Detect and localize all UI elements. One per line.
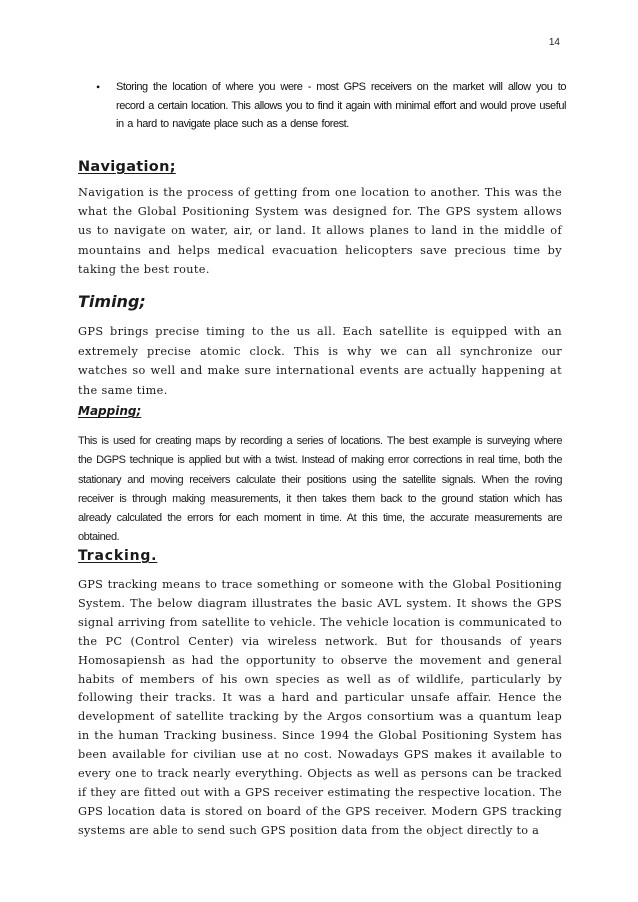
heading-navigation: Navigation; xyxy=(78,159,176,175)
bullet-list-item xyxy=(96,78,566,134)
page-number: 14 xyxy=(548,37,560,48)
bullet-icon: • xyxy=(96,80,101,94)
heading-timing: Timing; xyxy=(78,292,146,311)
paragraph-mapping: This is used for creating maps by recording a series of locations. The best example is surveying where the DGPS technique is applied but with a twist. Instead of making error corrections in real time, both the stationary and moving receivers calculate their positions using the satellite signals. When the roving receiver is through making measurements, it then takes them back to the ground station which has already calculated the errors for each moment in time. At this time, the accurate measurements are obtained. xyxy=(78,435,562,544)
bullet-text: Storing the location of where you were - most GPS receivers on the market will allow you to record a certain location. This allows you to find it again with minimal effort and would prove useful in a hard to navigate place such as a dense forest. xyxy=(116,81,566,130)
heading-mapping: Mapping; xyxy=(78,404,142,418)
paragraph-tracking: GPS tracking means to trace something or someone with the Global Positioning System. The below diagram illustrates the basic AVL system. It shows the GPS signal arriving from satellite to vehicle. The vehicle location is communicated to the PC (Control Center) via wireless network. But for thousands of years Homosapiensh as had the opportunity to observe the movement and general habits of members of his own species as well as of wildlife, particularly by following their tracks. It was a hard and particular unsafe affair. Hence the development of satellite tracking by the Argos consortium was a quantum leap in the human Tracking business. Since 1994 the Global Positioning System has been available for civilian use at no cost. Nowadays GPS makes it available to every one to track nearly everything. Objects as well as persons can be tracked if they are fitted out with a GPS receiver estimating the respective location. The GPS location data is stored on board of the GPS receiver. Modern GPS tracking systems are able to send such GPS position data from the object directly to a xyxy=(78,578,562,837)
heading-tracking: Tracking. xyxy=(78,548,158,564)
paragraph-timing: GPS brings precise timing to the us all. Each satellite is equipped with an extremely precise atomic clock. This is why we can all synchronize our watches so well and make sure international events are actually happening at the same time. xyxy=(78,325,562,397)
paragraph-navigation: Navigation is the process of getting from one location to another. This was the what the Global Positioning System was designed for. The GPS system allows us to navigate on water, air, or land. It allows planes to land in the middle of mountains and helps medical evacuation helicopters save precious time by taking the best route. xyxy=(78,186,562,276)
